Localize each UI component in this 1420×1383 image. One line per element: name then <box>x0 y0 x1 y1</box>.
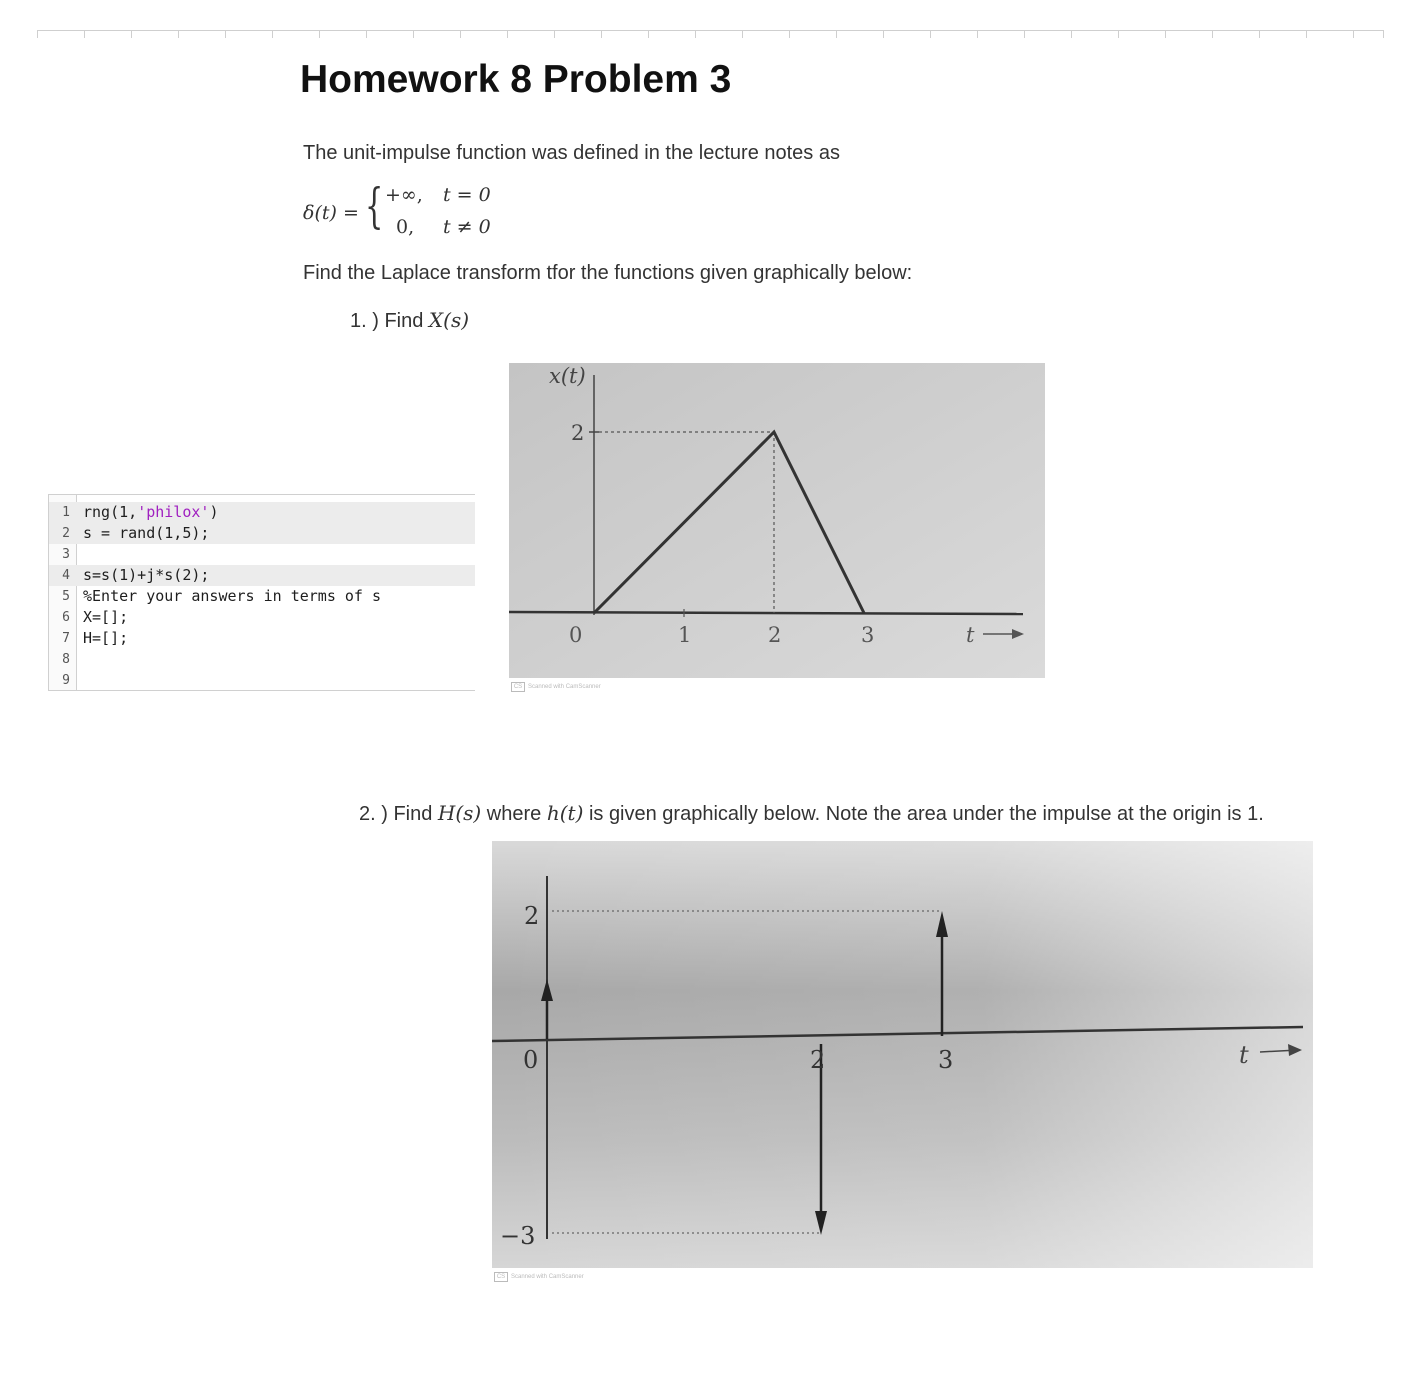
page-title: Homework 8 Problem 3 <box>300 58 732 101</box>
problem2-number: 2. ) Find <box>359 803 433 825</box>
intro-text: The unit-impulse function was defined in the lecture notes as <box>303 142 840 164</box>
code-text: s = rand(1,5); <box>83 524 210 542</box>
figure1-ylabel: x(t) <box>549 364 586 388</box>
line-number: 9 <box>62 673 70 688</box>
problem1-heading <box>350 308 469 333</box>
code-line[interactable] <box>49 607 475 628</box>
line-number: 7 <box>62 631 70 646</box>
code-line[interactable] <box>49 628 475 649</box>
line-number: 1 <box>62 505 70 520</box>
figure1-x-tick-label-0: 0 <box>569 623 583 647</box>
case1-cond: t = 0 <box>443 184 491 206</box>
figure1-x-tick-label-2: 2 <box>768 623 782 647</box>
code-line[interactable] <box>49 586 475 607</box>
delta-lhs: δ(t) = <box>303 202 359 224</box>
figure-h-of-t <box>492 841 1313 1268</box>
code-line[interactable] <box>49 544 475 565</box>
code-text: rng(1,'philox') <box>83 503 219 521</box>
delta-definition <box>303 178 503 242</box>
code-text: s=s(1)+j*s(2); <box>83 566 210 584</box>
cases-brace: { <box>365 178 384 234</box>
code-text: H=[]; <box>83 629 129 647</box>
line-number: 2 <box>62 526 70 541</box>
code-line[interactable] <box>49 649 475 670</box>
line-number: 8 <box>62 652 70 667</box>
code-line[interactable] <box>49 523 475 544</box>
problem2-heading: 2. ) Find H(s) where h(t) is given graphically below. Note the area under the impulse at the origin is 1. <box>359 801 1264 825</box>
case2-cond: t ≠ 0 <box>443 216 491 238</box>
code-line[interactable] <box>49 502 475 523</box>
top-ruler <box>37 30 1384 39</box>
camscanner-watermark-1: CS Scanned with CamScanner <box>511 682 601 692</box>
figure2-x-tick-label-0: 0 <box>523 1046 539 1074</box>
code-editor[interactable] <box>48 494 475 691</box>
case2-value: 0, <box>396 216 415 238</box>
line-number: 6 <box>62 610 70 625</box>
figure2-y-tick-label-top: 2 <box>524 902 540 930</box>
figure2-y-tick-label-bottom: −3 <box>500 1222 536 1250</box>
case1-value: +∞, <box>385 184 423 206</box>
line-number: 4 <box>62 568 70 583</box>
figure1-x-tick-label-3: 3 <box>861 623 875 647</box>
figure-x-of-t <box>509 363 1045 678</box>
code-line[interactable] <box>49 670 475 691</box>
figure2-light-overlay <box>492 841 1313 1268</box>
problem1-math: X(s) <box>428 308 470 332</box>
figure2-x-tick-label-2: 2 <box>810 1046 826 1074</box>
code-comment: %Enter your answers in terms of s <box>83 587 382 605</box>
code-text: X=[]; <box>83 608 129 626</box>
problem2-math-h-s: H(s) <box>437 801 482 825</box>
problem2-math-h-t: h(t) <box>546 801 584 825</box>
line-number: 3 <box>62 547 70 562</box>
figure1-xlabel: t <box>966 623 975 647</box>
line-number: 5 <box>62 589 70 604</box>
figure2-xlabel: t <box>1239 1041 1249 1069</box>
figure2-x-tick-label-3: 3 <box>938 1046 954 1074</box>
problem1-number: 1. ) Find <box>350 310 424 332</box>
instruction-text: Find the Laplace transform tfor the functions given graphically below: <box>303 262 913 284</box>
code-line[interactable] <box>49 565 475 586</box>
camscanner-watermark-2: CS Scanned with CamScanner <box>494 1272 584 1282</box>
figure1-x-tick-label-1: 1 <box>678 623 692 647</box>
figure1-y-tick-label: 2 <box>571 421 585 445</box>
